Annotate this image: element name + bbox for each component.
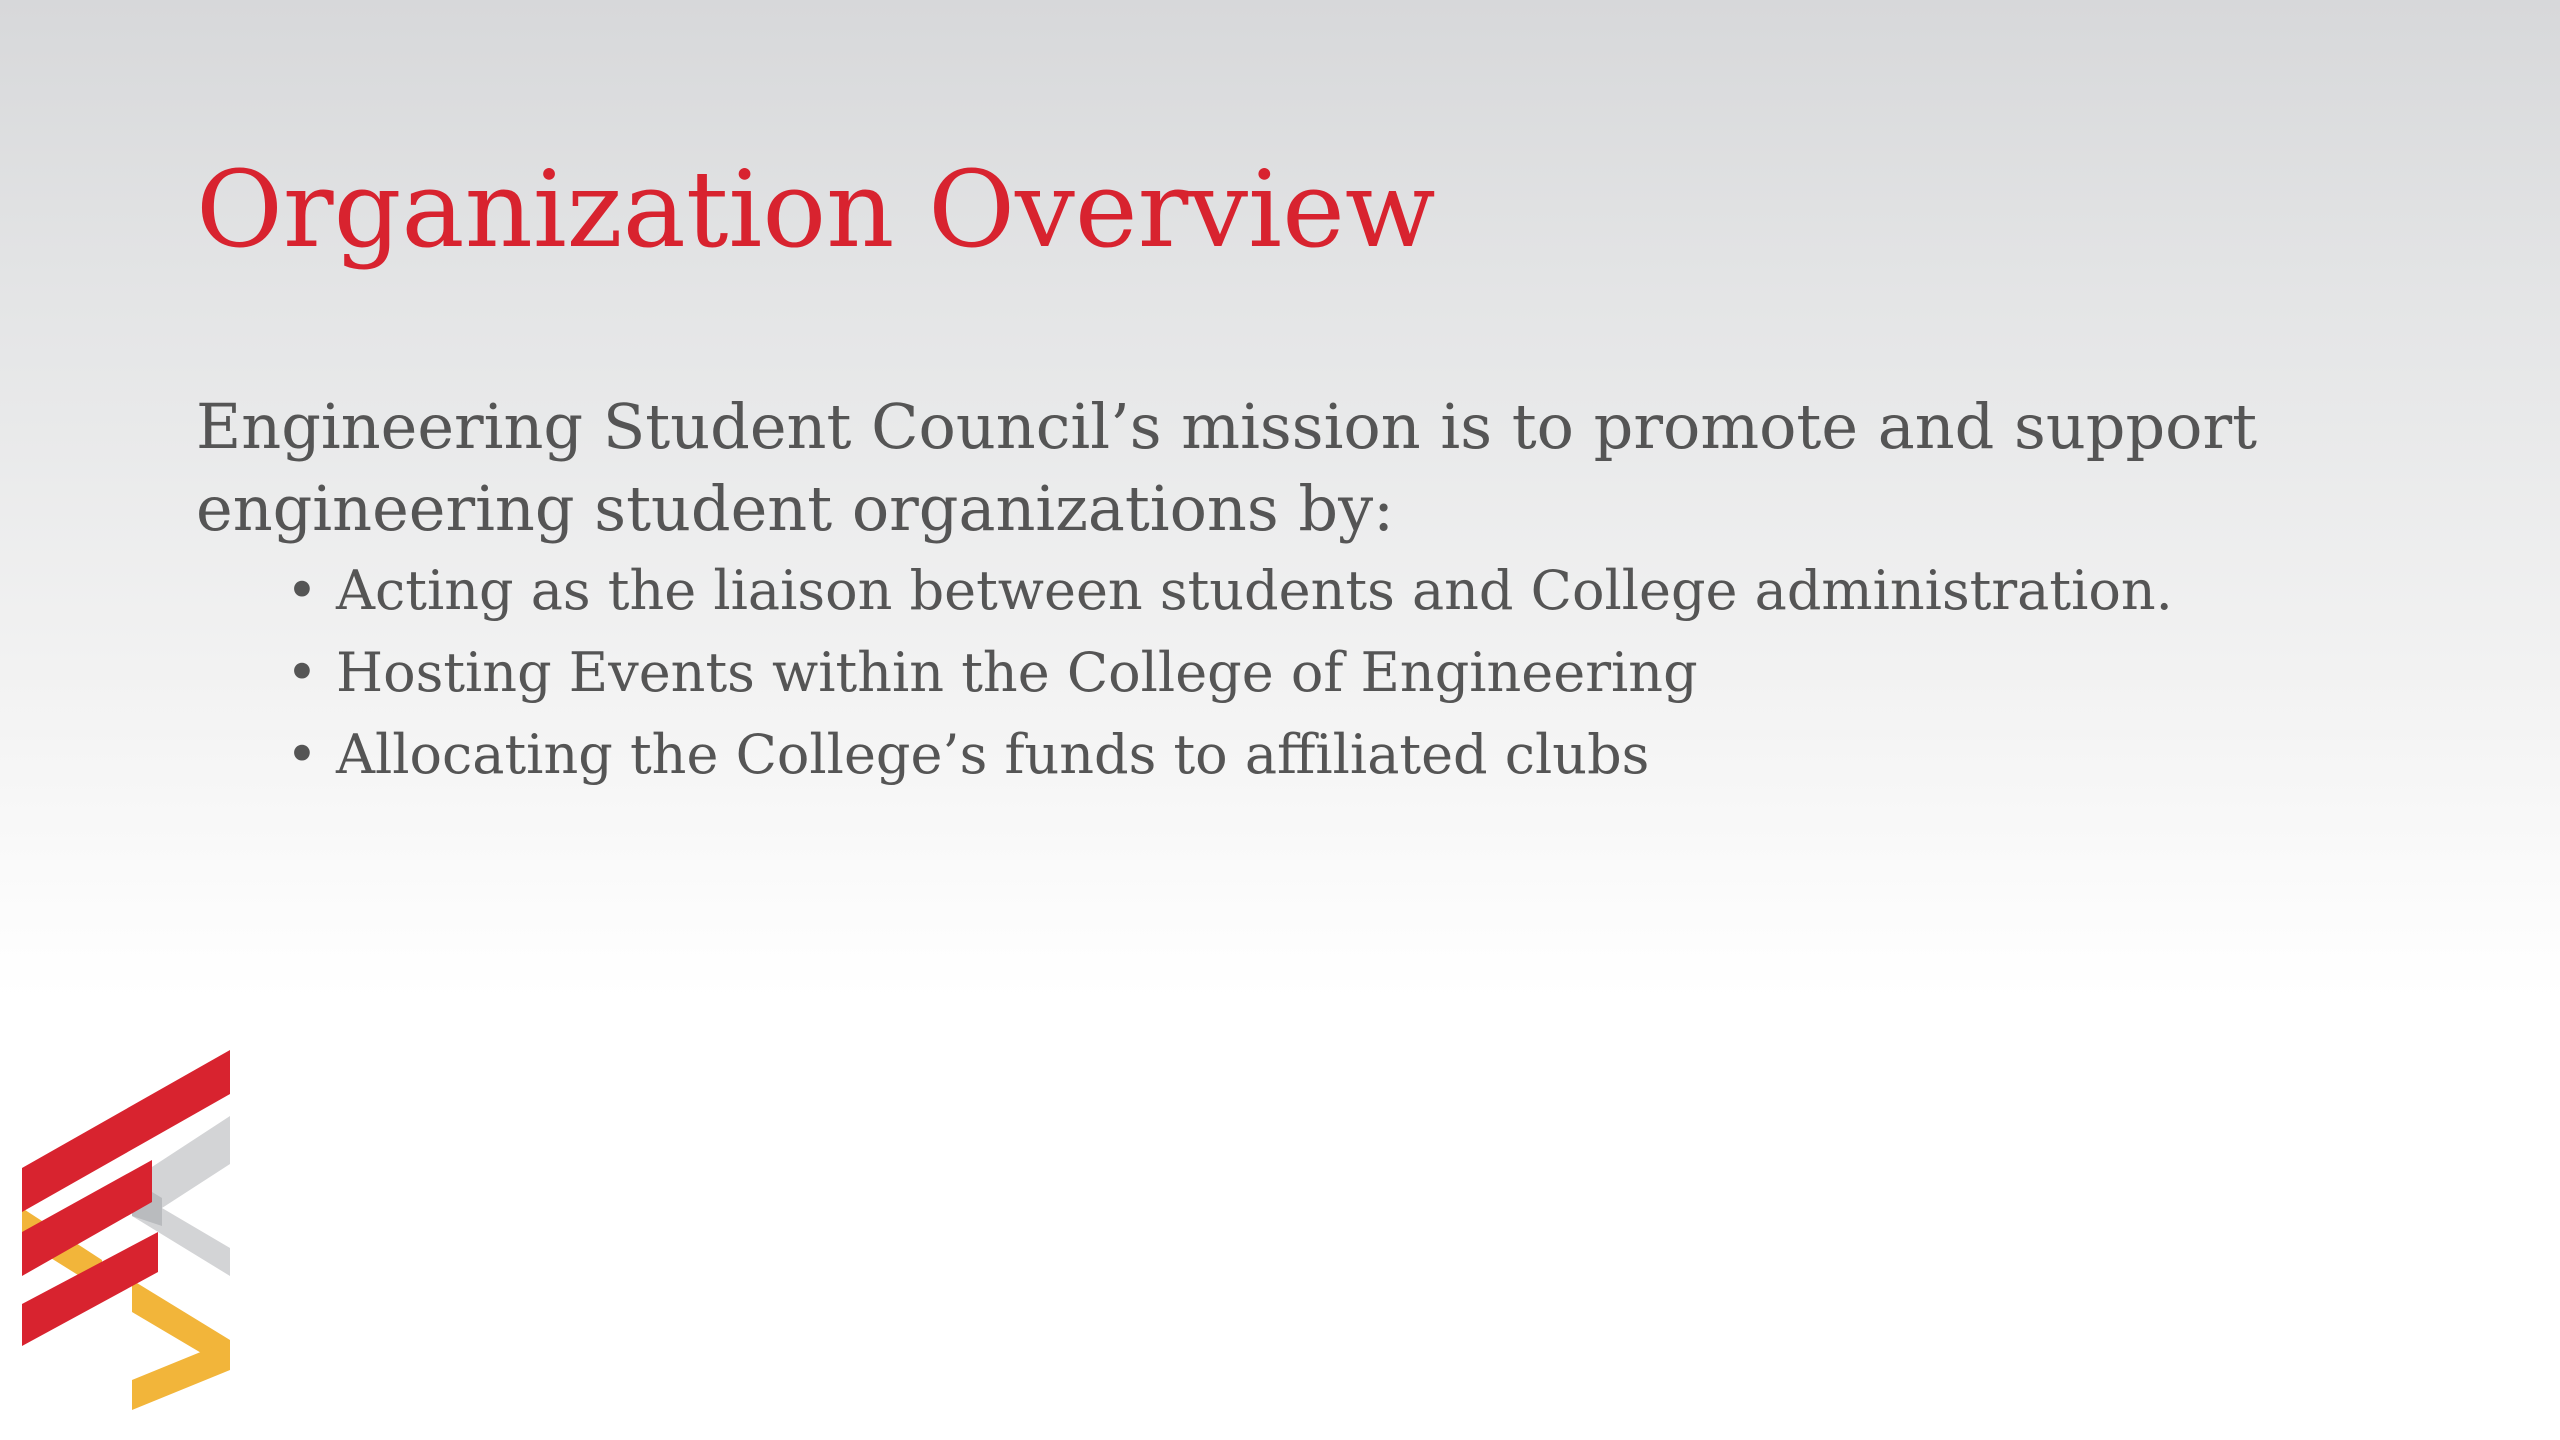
bullet-icon: • (286, 723, 318, 786)
bullet-text: Hosting Events within the College of Engineering (336, 641, 1698, 704)
bullet-list (196, 550, 2416, 796)
esc-logo-icon (22, 1050, 234, 1410)
bullet-text: Acting as the liaison between students and College administration. (336, 559, 2173, 622)
bullet-item (286, 632, 2416, 714)
bullet-item (286, 714, 2416, 796)
bullet-item (286, 550, 2416, 632)
bullet-text: Allocating the College’s funds to affiliated clubs (336, 723, 1650, 786)
slide-body (196, 386, 2416, 796)
slide-title: Organization Overview (196, 148, 1436, 271)
mission-statement: Engineering Student Council’s mission is to promote and support engineering student organizations by: (196, 390, 2258, 545)
bullet-icon: • (286, 641, 318, 704)
logo-gold-tail (132, 1340, 230, 1410)
bullet-icon: • (286, 559, 318, 622)
